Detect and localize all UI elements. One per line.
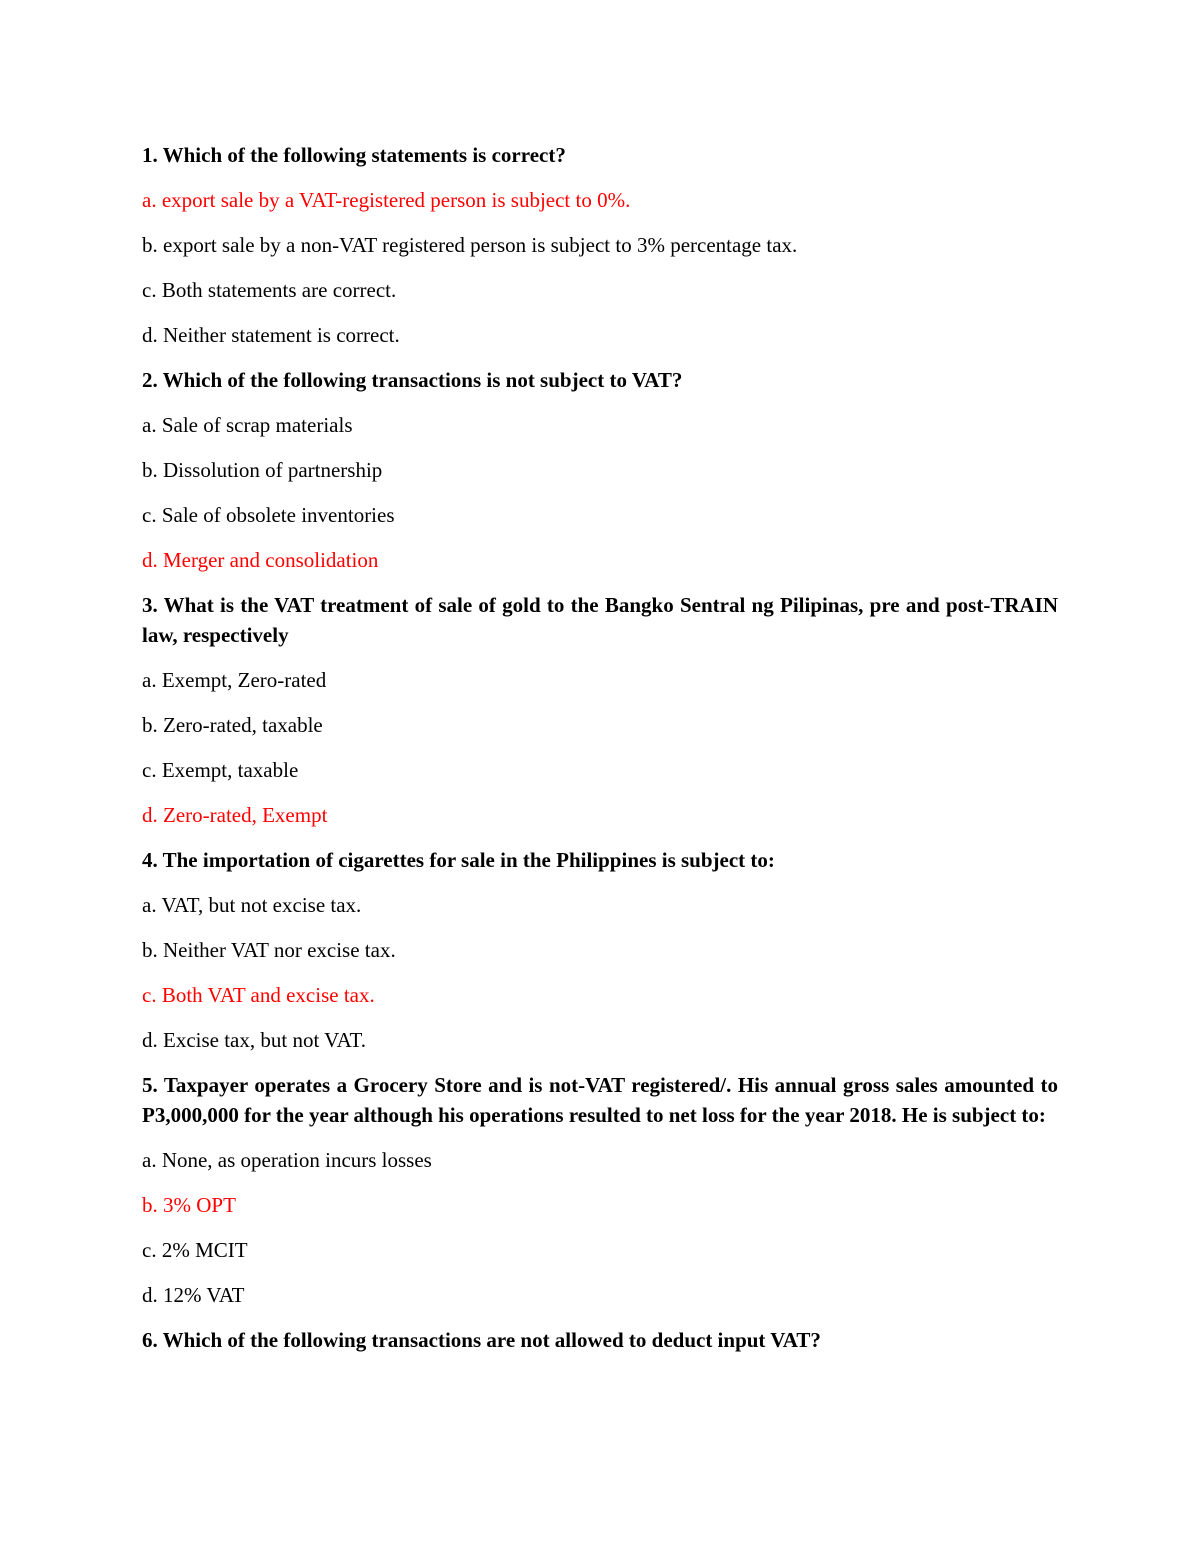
answer-option: a. export sale by a VAT-registered person is subject to 0%.: [142, 188, 631, 212]
question-text: 1. Which of the following statements is correct?: [142, 143, 566, 167]
question-4: [142, 845, 1058, 1055]
answer-option: b. Neither VAT nor excise tax.: [142, 938, 396, 962]
question-text: 5. Taxpayer operates a Grocery Store and is not-VAT registered/. His annual gross sales amounted to P3,000,000 for the year although his operations resulted to net loss for the year 2018. He is subject to:: [142, 1073, 1058, 1127]
answer-option: d. 12% VAT: [142, 1283, 245, 1307]
answer-option: d. Neither statement is correct.: [142, 323, 400, 347]
question-text: 4. The importation of cigarettes for sale in the Philippines is subject to:: [142, 848, 775, 872]
question-text: 3. What is the VAT treatment of sale of gold to the Bangko Sentral ng Pilipinas, pre and post-TRAIN law, respectively: [142, 593, 1058, 647]
question-1: [142, 140, 1058, 350]
question-6: [142, 1325, 1058, 1355]
answer-option: a. None, as operation incurs losses: [142, 1148, 432, 1172]
answer-option: d. Zero-rated, Exempt: [142, 803, 328, 827]
answer-option: d. Excise tax, but not VAT.: [142, 1028, 366, 1052]
question-2: [142, 365, 1058, 575]
answer-option: c. Both statements are correct.: [142, 278, 397, 302]
document-page: [142, 140, 1058, 1370]
answer-option: b. Zero-rated, taxable: [142, 713, 323, 737]
question-text: 2. Which of the following transactions is not subject to VAT?: [142, 368, 683, 392]
question-3: [142, 590, 1058, 830]
answer-option: c. Exempt, taxable: [142, 758, 299, 782]
answer-option: b. export sale by a non-VAT registered person is subject to 3% percentage tax.: [142, 233, 798, 257]
question-5: [142, 1070, 1058, 1310]
question-text: 6. Which of the following transactions are not allowed to deduct input VAT?: [142, 1328, 821, 1352]
answer-option: b. 3% OPT: [142, 1193, 236, 1217]
answer-option: b. Dissolution of partnership: [142, 458, 383, 482]
answer-option: c. 2% MCIT: [142, 1238, 248, 1262]
answer-option: c. Sale of obsolete inventories: [142, 503, 395, 527]
answer-option: a. Sale of scrap materials: [142, 413, 353, 437]
answer-option: c. Both VAT and excise tax.: [142, 983, 375, 1007]
answer-option: a. Exempt, Zero-rated: [142, 668, 327, 692]
answer-option: a. VAT, but not excise tax.: [142, 893, 362, 917]
answer-option: d. Merger and consolidation: [142, 548, 379, 572]
